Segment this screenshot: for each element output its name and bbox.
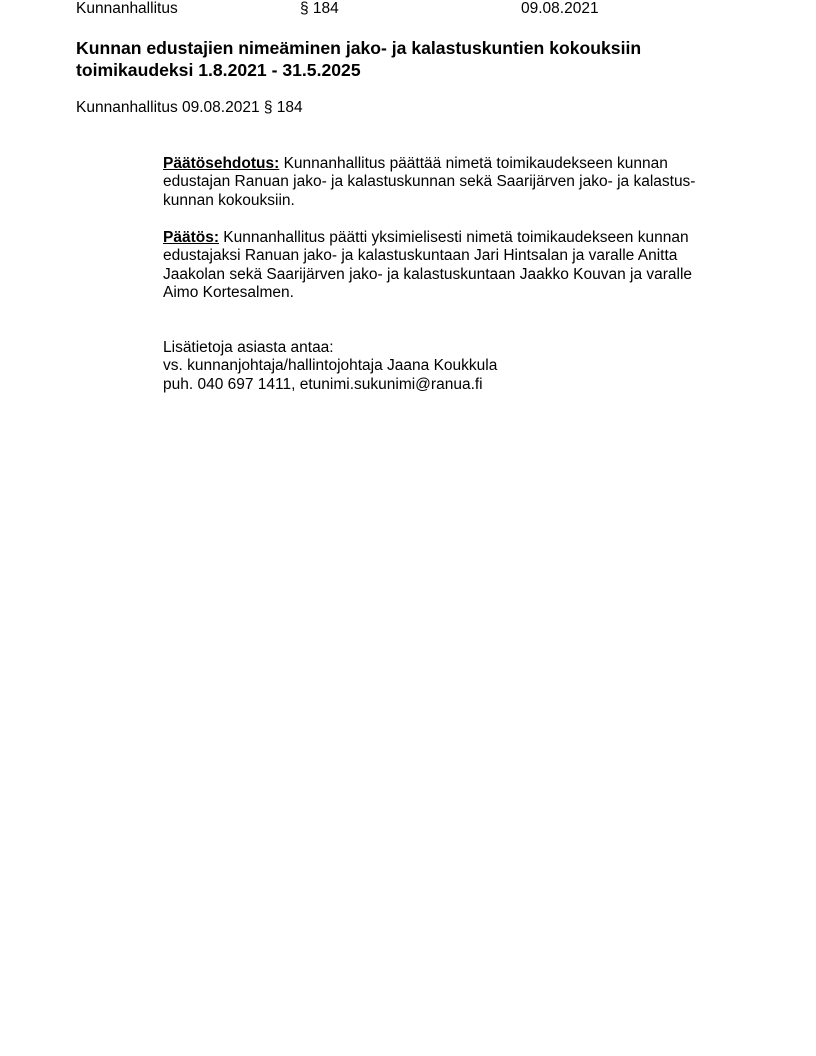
decision-text-line: Aimo Kortesalmen. xyxy=(163,284,294,302)
contact-person: vs. kunnanjohtaja/hallintojohtaja Jaana Koukkula xyxy=(163,357,498,375)
decision-text-line: edustajaksi Ranuan jako- ja kalastuskuntaan Jari Hintsalan ja varalle Anitta xyxy=(163,247,678,265)
decision-text-line: Kunnanhallitus päätti yksimielisesti nimetä toimikaudekseen kunnan xyxy=(219,229,689,246)
decision-text-line: Jaakolan sekä Saarijärven jako- ja kalastuskuntaan Jaakko Kouvan ja varalle xyxy=(163,265,693,283)
meeting-reference: Kunnanhallitus 09.08.2021 § 184 xyxy=(76,99,303,116)
decision xyxy=(163,229,743,303)
contact-info xyxy=(163,339,743,394)
title-line: toimikaudeksi 1.8.2021 - 31.5.2025 xyxy=(76,60,361,80)
contact-heading: Lisätietoja asiasta antaa: xyxy=(163,339,334,356)
proposal-label: Päätösehdotus: xyxy=(163,155,280,172)
proposal-first-line xyxy=(163,155,743,173)
title-line: Kunnan edustajien nimeäminen jako- ja kalastuskuntien kokouksiin xyxy=(76,38,642,58)
proposal-text-line: Kunnanhallitus päättää nimetä toimikaudekseen kunnan xyxy=(279,155,668,172)
header-section-number: § 184 xyxy=(300,0,339,17)
header-organization: Kunnanhallitus xyxy=(76,0,178,17)
proposal-text-line: edustajan Ranuan jako- ja kalastuskunnan sekä Saarijärven jako- ja kalastus- xyxy=(163,173,696,191)
proposal-text-line: kunnan kokouksiin. xyxy=(163,191,295,209)
decision-first-line xyxy=(163,229,743,247)
decision-label: Päätös: xyxy=(163,229,219,246)
header-date: 09.08.2021 xyxy=(521,0,599,17)
page-header xyxy=(76,0,776,19)
document-title xyxy=(76,37,756,81)
contact-phone-email: puh. 040 697 1411, etunimi.sukunimi@ranua.fi xyxy=(163,375,483,393)
decision-proposal xyxy=(163,155,743,210)
